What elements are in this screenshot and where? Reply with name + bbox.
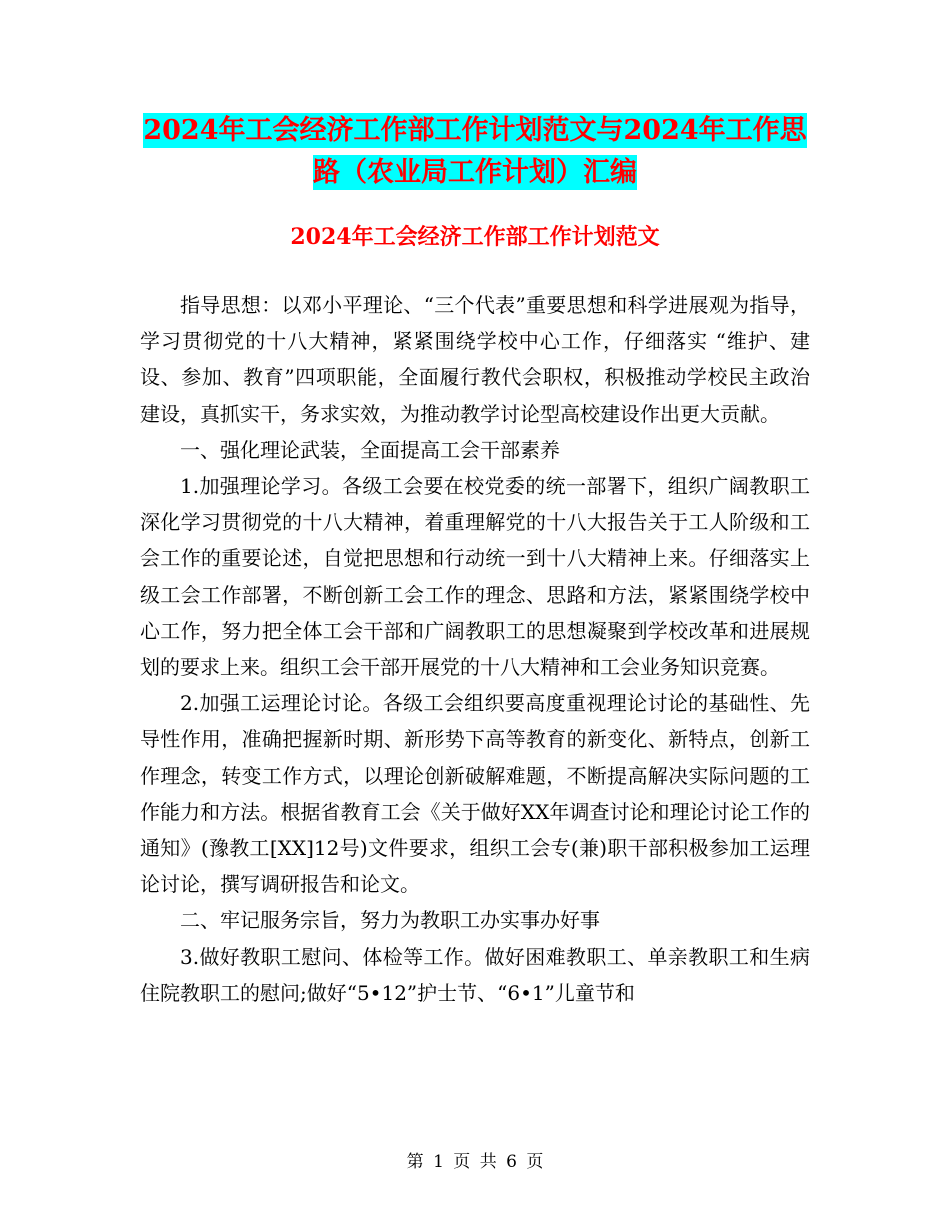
heading-section-one: 一、强化理论武装，全面提高工会干部素养 bbox=[180, 437, 560, 462]
document-title-highlight: 2024年工会经济工作部工作计划范文与2024年工作思路（农业局工作计划）汇编 bbox=[143, 115, 807, 188]
heading-section-two: 二、牢记服务宗旨，努力为教职工办实事办好事 bbox=[180, 908, 600, 933]
paragraph-item-2: 2.加强工运理论讨论。各级工会组织要高度重视理论讨论的基础性、先导性作用，准确把握新时期、新形势下高等教育的新变化、新特点，创新工作理念，转变工作方式，以理论创新破解难题，不断提高解决实际问题的工作能力和方法。根据省教育工会《关于做好XX年调查讨论和理论讨论工作的通知》(豫教工[XX]12号)文件要求，组织工会专(兼)职干部积极参加工运理论讨论，撰写调研报告和论文。 bbox=[140, 691, 810, 897]
section-title: 2024年工会经济工作部工作计划范文 bbox=[290, 224, 660, 250]
paragraph-item-1: 1.加强理论学习。各级工会要在校党委的统一部署下，组织广阔教职工深化学习贯彻党的十八大精神，着重理解党的十八大报告关于工人阶级和工会工作的重要论述，自觉把思想和行动统一到十八大精神上来。仔细落实上级工会工作部署，不断创新工会工作的理念、思路和方法，紧紧围绕学校中心工作，努力把全体工会干部和广阔教职工的思想凝聚到学校改革和进展规划的要求上来。组织工会干部开展党的十八大精神和工会业务知识竞赛。 bbox=[140, 474, 810, 680]
paragraph-guiding-ideology: 指导思想：以邓小平理论、“三个代表”重要思想和科学进展观为指导，学习贯彻党的十八大精神，紧紧围绕学校中心工作，仔细落实 “维护、建设、参加、教育”四项职能，全面履行教代会职权，积极推动学校民主政治建设，真抓实干，务求实效，为推动教学讨论型高校建设作出更大贡献。 bbox=[140, 293, 810, 426]
document-title bbox=[140, 110, 810, 194]
paragraph-item-3: 3.做好教职工慰问、体检等工作。做好困难教职工、单亲教职工和生病住院教职工的慰问;做好“5•12”护士节、“6•1”儿童节和 bbox=[140, 944, 810, 1005]
page-footer: 第 1 页 共 6 页 bbox=[406, 1152, 544, 1172]
document-body bbox=[140, 287, 810, 1011]
